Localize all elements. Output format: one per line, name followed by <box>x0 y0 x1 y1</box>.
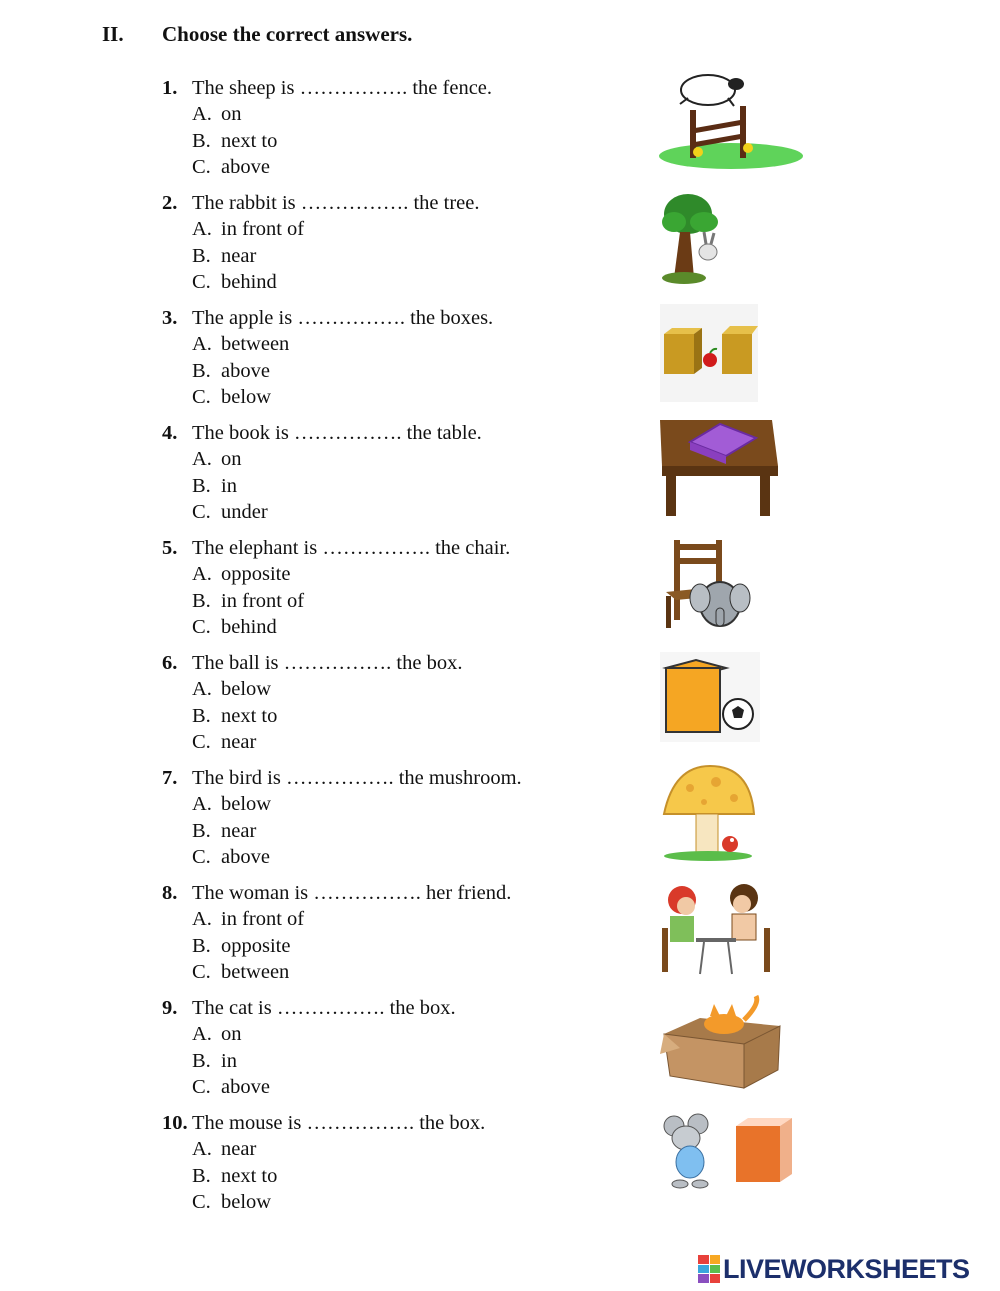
option-c[interactable]: C. behind <box>192 615 277 638</box>
question-number: 8. <box>162 882 178 904</box>
question-stem: The woman is ……………. her friend. <box>192 882 512 904</box>
elephant-chair-picture <box>660 536 754 632</box>
question-number: 3. <box>162 307 178 329</box>
liveworksheets-icon <box>698 1255 720 1283</box>
sheep-fence-picture <box>658 68 804 172</box>
question-1 <box>162 75 642 180</box>
question-9 <box>162 995 642 1100</box>
liveworksheets-wordmark: LIVEWORKSHEETS <box>723 1253 970 1284</box>
option-b[interactable]: B. above <box>192 359 270 382</box>
book-table-picture <box>660 420 778 516</box>
option-b[interactable]: B. in <box>192 474 237 497</box>
rabbit-tree-picture <box>660 192 724 288</box>
question-stem: The apple is ……………. the boxes. <box>192 307 494 329</box>
liveworksheets-logo <box>698 1252 970 1286</box>
option-b[interactable]: B. opposite <box>192 934 291 957</box>
question-number: 5. <box>162 537 178 559</box>
option-c[interactable]: C. behind <box>192 270 277 293</box>
option-b[interactable]: B. in <box>192 1049 237 1072</box>
question-stem: The book is ……………. the table. <box>192 422 482 444</box>
question-stem: The bird is ……………. the mushroom. <box>192 767 522 789</box>
question-7 <box>162 765 642 870</box>
question-10 <box>162 1110 642 1215</box>
question-number: 1. <box>162 77 178 99</box>
option-a[interactable]: A. below <box>192 678 272 701</box>
option-c[interactable]: C. between <box>192 960 290 983</box>
ball-box-picture <box>660 652 760 742</box>
option-a[interactable]: A. in front of <box>192 908 305 931</box>
option-c[interactable]: C. above <box>192 845 270 868</box>
option-a[interactable]: A. below <box>192 793 272 816</box>
question-stem: The elephant is ……………. the chair. <box>192 537 511 559</box>
question-2 <box>162 190 642 295</box>
question-4 <box>162 420 642 525</box>
option-b[interactable]: B. near <box>192 244 257 267</box>
question-number: 4. <box>162 422 178 444</box>
apple-boxes-picture <box>660 304 758 402</box>
section-title: Choose the correct answers. <box>162 22 413 46</box>
option-c[interactable]: C. under <box>192 500 268 523</box>
option-a[interactable]: A. opposite <box>192 563 291 586</box>
option-c[interactable]: C. above <box>192 1075 270 1098</box>
question-3 <box>162 305 642 410</box>
option-a[interactable]: A. on <box>192 103 242 126</box>
option-b[interactable]: B. near <box>192 819 257 842</box>
option-a[interactable]: A. on <box>192 448 242 471</box>
option-b[interactable]: B. next to <box>192 129 278 152</box>
question-number: 7. <box>162 767 178 789</box>
question-8 <box>162 880 642 985</box>
mouse-box-picture <box>660 1112 794 1190</box>
option-b[interactable]: B. in front of <box>192 589 305 612</box>
option-b[interactable]: B. next to <box>192 1164 278 1187</box>
question-number: 6. <box>162 652 178 674</box>
question-stem: The sheep is ……………. the fence. <box>192 77 493 99</box>
question-number: 10. <box>162 1112 188 1134</box>
cat-box-picture <box>660 994 784 1090</box>
option-a[interactable]: A. in front of <box>192 218 305 241</box>
section-number: II. <box>102 22 124 46</box>
question-stem: The rabbit is ……………. the tree. <box>192 192 480 214</box>
question-stem: The cat is ……………. the box. <box>192 997 456 1019</box>
option-c[interactable]: C. near <box>192 730 257 753</box>
question-5 <box>162 535 642 640</box>
question-number: 2. <box>162 192 178 214</box>
option-c[interactable]: C. below <box>192 385 272 408</box>
option-c[interactable]: C. above <box>192 155 270 178</box>
women-opposite-picture <box>660 880 774 976</box>
option-b[interactable]: B. next to <box>192 704 278 727</box>
option-a[interactable]: A. on <box>192 1023 242 1046</box>
option-a[interactable]: A. between <box>192 333 290 356</box>
option-a[interactable]: A. near <box>192 1138 257 1161</box>
question-stem: The mouse is ……………. the box. <box>192 1112 486 1134</box>
question-number: 9. <box>162 997 178 1019</box>
bird-mushroom-picture <box>660 764 756 862</box>
question-6 <box>162 650 642 755</box>
option-c[interactable]: C. below <box>192 1190 272 1213</box>
question-stem: The ball is ……………. the box. <box>192 652 463 674</box>
